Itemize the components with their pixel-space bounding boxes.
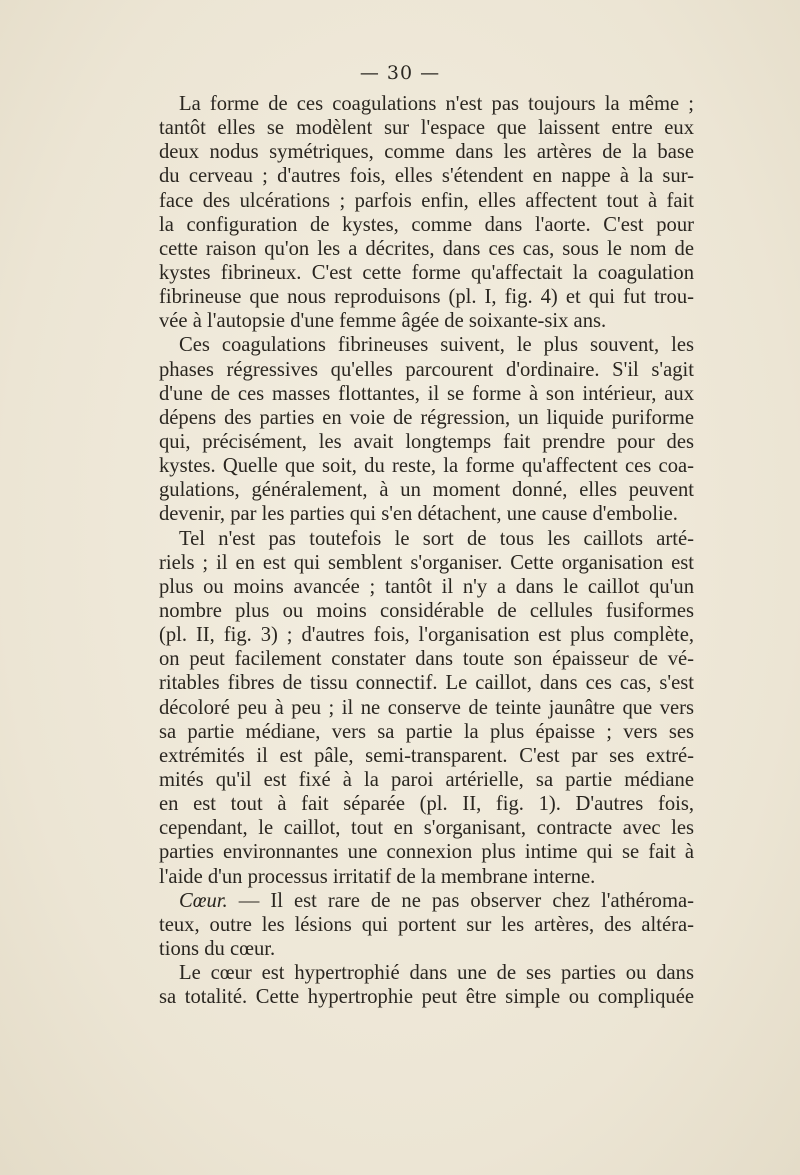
text-line — [159, 140, 694, 164]
text-line — [159, 213, 694, 237]
line-text: tantôt elles se modèlent sur l'espace que laissent entre eux — [159, 117, 694, 140]
text-line — [159, 164, 694, 188]
text-line — [159, 478, 694, 502]
line-text: phases régressives qu'elles parcourent d'ordinaire. S'il s'agit — [159, 358, 694, 381]
text-line — [159, 865, 694, 889]
text-line — [159, 720, 694, 744]
line-text: deux nodus symétriques, comme dans les artères de la base — [159, 141, 694, 164]
line-text: la configuration de kystes, comme dans l'aorte. C'est pour — [159, 213, 694, 236]
line-text: sa totalité. Cette hypertrophie peut être simple ou compliquée — [159, 986, 694, 1009]
line-text: face des ulcérations ; parfois enfin, elles affectent tout à fait — [159, 189, 694, 212]
line-text: vée à l'autopsie d'une femme âgée de soixante-six ans. — [159, 310, 607, 333]
line-text: sa partie médiane, vers sa partie la plus épaisse ; vers ses — [159, 720, 694, 743]
text-line — [159, 816, 694, 840]
line-text: tions du cœur. — [159, 937, 276, 960]
line-text: Ces coagulations fibrineuses suivent, le plus souvent, les — [179, 334, 694, 357]
line-text: l'aide d'un processus irritatif de la membrane interne. — [159, 865, 596, 888]
text-line — [159, 623, 694, 647]
line-text: — Il est rare de ne pas observer chez l'athéroma- — [227, 889, 694, 912]
page-number: — 30 — — [359, 62, 441, 84]
text-line — [159, 768, 694, 792]
line-text: en est tout à fait séparée (pl. II, fig. 1). D'autres fois, — [159, 793, 694, 816]
text-line — [159, 309, 694, 333]
line-text: (pl. II, fig. 3) ; d'autres fois, l'organisation est plus complète, — [159, 624, 694, 647]
text-line — [159, 575, 694, 599]
text-line — [159, 237, 694, 261]
text-line — [159, 671, 694, 695]
text-line — [159, 696, 694, 720]
text-line — [159, 454, 694, 478]
text-line — [159, 406, 694, 430]
text-line — [159, 358, 694, 382]
line-text: d'une de ces masses flottantes, il se forme à son intérieur, aux — [159, 382, 694, 405]
line-text: mités qu'il est fixé à la paroi artérielle, sa partie médiane — [159, 768, 694, 791]
text-line — [159, 333, 694, 357]
paragraph — [159, 92, 694, 333]
line-text: nombre plus ou moins considérable de cellules fusiformes — [159, 599, 694, 622]
line-text: Tel n'est pas toutefois le sort de tous les caillots arté- — [179, 527, 694, 550]
paragraph — [159, 961, 694, 1009]
line-text: cependant, le caillot, tout en s'organisant, contracte avec les — [159, 817, 694, 840]
text-line — [159, 792, 694, 816]
line-text: du cerveau ; d'autres fois, elles s'étendent en nappe à la sur- — [159, 165, 694, 188]
text-line — [159, 551, 694, 575]
line-text: on peut facilement constater dans toute son épaisseur de vé- — [159, 648, 694, 671]
paragraph — [159, 527, 694, 889]
text-line — [159, 502, 694, 526]
line-text: extrémités il est pâle, semi-transparent. C'est par ses extré- — [159, 744, 694, 767]
line-text: fibrineuse que nous reproduisons (pl. I, fig. 4) et qui fut trou- — [159, 286, 694, 309]
line-text: Le cœur est hypertrophié dans une de ses parties ou dans — [179, 962, 694, 985]
text-line — [159, 840, 694, 864]
line-text: riels ; il en est qui semblent s'organiser. Cette organisation est — [159, 551, 694, 574]
text-line — [159, 527, 694, 551]
line-text: ritables fibres de tissu connectif. Le caillot, dans ces cas, s'est — [159, 672, 694, 695]
line-text: gulations, généralement, à un moment donné, elles peuvent — [159, 479, 694, 502]
text-line — [159, 913, 694, 937]
text-line — [159, 382, 694, 406]
body-text — [159, 92, 694, 1009]
line-text: cette raison qu'on les a décrites, dans ces cas, sous le nom de — [159, 237, 694, 260]
text-line — [159, 985, 694, 1009]
line-text: dépens des parties en voie de régression, un liquide puriforme — [159, 406, 694, 429]
line-text: parties environnantes une connexion plus intime qui se fait à — [159, 841, 694, 864]
text-line — [159, 285, 694, 309]
line-text: devenir, par les parties qui s'en détachent, une cause d'embolie. — [159, 503, 678, 526]
text-line — [159, 599, 694, 623]
line-text: plus ou moins avancée ; tantôt il n'y a dans le caillot qu'un — [159, 575, 694, 598]
line-text: kystes fibrineux. C'est cette forme qu'affectait la coagulation — [159, 261, 694, 284]
text-line — [159, 889, 694, 913]
line-text: décoloré peu à peu ; il ne conserve de teinte jaunâtre que vers — [159, 696, 694, 719]
text-line — [159, 961, 694, 985]
text-line — [159, 92, 694, 116]
paragraph — [159, 333, 694, 526]
line-text: qui, précisément, les avait longtemps fait prendre pour des — [159, 430, 694, 453]
line-text: La forme de ces coagulations n'est pas toujours la même ; — [179, 93, 694, 115]
text-line — [159, 937, 694, 961]
text-line — [159, 430, 694, 454]
line-text: teux, outre les lésions qui portent sur les artères, des altéra- — [159, 913, 694, 936]
text-line — [159, 647, 694, 671]
section-heading: Cœur. — [179, 889, 228, 912]
line-text: kystes. Quelle que soit, du reste, la forme qu'affectent ces coa- — [159, 455, 694, 478]
text-line — [159, 189, 694, 213]
text-line — [159, 116, 694, 140]
text-line — [159, 744, 694, 768]
paragraph — [159, 889, 694, 961]
text-line — [159, 261, 694, 285]
